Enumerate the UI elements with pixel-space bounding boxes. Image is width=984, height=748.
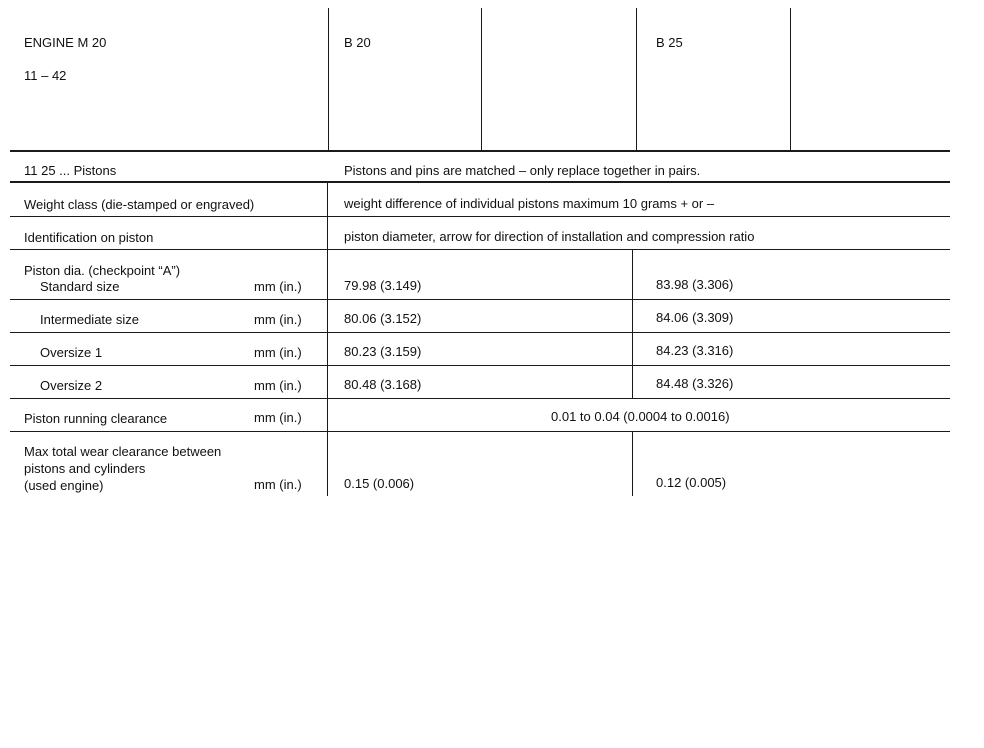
piston-dia-label: Piston dia. (checkpoint “A”) <box>24 263 181 278</box>
page-reference: 11 – 42 <box>24 68 67 83</box>
unit-label: mm (in.) <box>254 378 302 393</box>
header-divider <box>328 8 329 150</box>
table-rule <box>10 431 950 432</box>
table-rule <box>10 332 950 333</box>
header-divider <box>636 8 637 150</box>
weight-class-label: Weight class (die-stamped or engraved) <box>24 197 255 212</box>
table-rule <box>10 181 950 183</box>
table-rule <box>10 150 950 152</box>
unit-label: mm (in.) <box>254 279 302 294</box>
max-wear-label: pistons and cylinders <box>24 461 146 476</box>
column-header-b20: B 20 <box>344 35 371 50</box>
section-title: 11 25 ... Pistons <box>24 163 117 178</box>
value-column-divider <box>632 250 633 398</box>
table-rule <box>10 299 950 300</box>
table-rule <box>10 398 950 399</box>
oversize-2-b25: 84.48 (3.326) <box>656 376 734 391</box>
standard-size-b20: 79.98 (3.149) <box>344 278 422 293</box>
intermediate-size-label: Intermediate size <box>40 312 139 327</box>
header-divider <box>790 8 791 150</box>
standard-size-label: Standard size <box>40 279 120 294</box>
column-header-b25: B 25 <box>656 35 683 50</box>
section-note: Pistons and pins are matched – only replace together in pairs. <box>344 163 701 178</box>
max-wear-b25: 0.12 (0.005) <box>656 475 727 490</box>
max-wear-label: (used engine) <box>24 478 104 493</box>
identification-label: Identification on piston <box>24 230 154 245</box>
engine-title: ENGINE M 20 <box>24 35 107 50</box>
header-divider <box>481 8 482 150</box>
intermediate-size-b20: 80.06 (3.152) <box>344 311 422 326</box>
label-column-divider <box>327 182 328 496</box>
table-rule <box>10 249 950 250</box>
unit-label: mm (in.) <box>254 410 302 425</box>
unit-label: mm (in.) <box>254 312 302 327</box>
oversize-2-label: Oversize 2 <box>40 378 103 393</box>
max-wear-b20: 0.15 (0.006) <box>344 476 415 491</box>
value-column-divider <box>632 432 633 496</box>
max-wear-label: Max total wear clearance between <box>24 444 222 459</box>
unit-label: mm (in.) <box>254 477 302 492</box>
oversize-1-b20: 80.23 (3.159) <box>344 344 422 359</box>
oversize-1-b25: 84.23 (3.316) <box>656 343 734 358</box>
intermediate-size-b25: 84.06 (3.309) <box>656 310 734 325</box>
table-rule <box>10 365 950 366</box>
running-clearance-value: 0.01 to 0.04 (0.0004 to 0.0016) <box>551 409 730 424</box>
standard-size-b25: 83.98 (3.306) <box>656 277 734 292</box>
identification-value: piston diameter, arrow for direction of installation and compression ratio <box>344 229 755 244</box>
table-rule <box>10 216 950 217</box>
oversize-1-label: Oversize 1 <box>40 345 103 360</box>
unit-label: mm (in.) <box>254 345 302 360</box>
weight-class-value: weight difference of individual pistons maximum 10 grams + or – <box>344 196 715 211</box>
oversize-2-b20: 80.48 (3.168) <box>344 377 422 392</box>
running-clearance-label: Piston running clearance <box>24 411 168 426</box>
